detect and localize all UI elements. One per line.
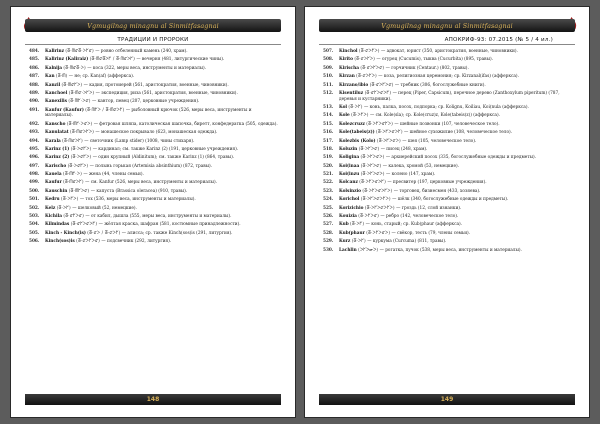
entry-headword: Korichol xyxy=(339,197,360,203)
entry-number: 494. xyxy=(29,138,40,144)
dictionary-entry xyxy=(323,172,573,178)
entry-number: 498. xyxy=(29,172,40,178)
section-title: АПОКРИФ-93: 07.2015 (№ 5 / 4 ил.) xyxy=(444,36,553,43)
entry-script: (ᘔ·ᓂᐳ / ᘔ·ᓂᐳᖼ) xyxy=(87,230,121,236)
dictionary-entry xyxy=(29,172,279,178)
entry-headword: Kurz xyxy=(339,239,351,245)
entry-number: 504. xyxy=(29,222,40,228)
entry-headword: Kinch - Kinch(is) xyxy=(45,230,86,236)
entry-definition: — адвокат, юрист (350, аристократия, военные, чиновники). xyxy=(380,49,518,54)
entry-script: (ᘔ·ᐳᖼ) xyxy=(351,239,366,245)
entry-script: (ᘔ·ᓂᐳᖼᐳ) xyxy=(356,74,377,80)
entry-headword: Kaufur xyxy=(45,180,62,186)
dictionary-entry xyxy=(29,222,279,228)
entry-number: 512. xyxy=(323,90,334,96)
dictionary-entry xyxy=(29,189,279,195)
entry-number: 516. xyxy=(323,130,334,136)
entry-definition: — куркума (Curcuma) (811, травы). xyxy=(367,239,447,245)
entry-script: (ᘔ·ᐳᖼᐳᓂᐳ) xyxy=(360,155,385,161)
entry-script: (ᘔ·ᐳᖼ) xyxy=(350,222,365,228)
entry-body xyxy=(45,214,279,220)
entry-number: 528. xyxy=(323,230,334,236)
entry-headword: Korizichio xyxy=(339,205,364,211)
entry-definition: — см. Kole(sla); ср. Kole(cruz)z, Kole(tabeis(z)) (афферкса). xyxy=(369,113,500,119)
entry-headword: Lachlin xyxy=(339,247,357,253)
entry-body xyxy=(339,105,573,111)
entry-script: (ᘔ·ᐳᖼᐳ) xyxy=(60,197,79,203)
entry-number: 519. xyxy=(323,155,334,161)
dictionary-entry xyxy=(29,122,279,128)
entry-body xyxy=(45,57,279,63)
entry-number: 526. xyxy=(323,214,334,220)
entry-script: (ᘔ·ᗰᓂᘔ·ᐳ) xyxy=(63,65,86,71)
entry-number: 527. xyxy=(323,222,334,228)
entry-definition: — конь, палка, посох, подпорка; ср. Kolignu, Koiliau, Koi(nula (афферкса). xyxy=(363,104,529,110)
entry-body xyxy=(45,74,279,80)
dictionary-entry xyxy=(29,147,279,153)
entry-body xyxy=(339,180,573,186)
page-header-band xyxy=(25,19,281,32)
entry-script: (ᘔ·ᐳᖼᐳᓂ) xyxy=(360,163,382,169)
entry-script: (ᘔ·ᐳᖼᐳᓂᐳᖼᐳ) xyxy=(362,188,393,194)
entry-number: 518. xyxy=(323,146,334,152)
entry-definition: — огурец (Cucumis), тыква (Cucurbita) (895, травы). xyxy=(376,57,493,63)
entry-script: (ᘔ·ᗰᓂᘔᐳᖼ / ᘔ·ᗰᓂᐳᖼ) xyxy=(89,57,135,63)
entry-script: (ᘔ·ᗰᓂ·ᐳᖼᐳ) xyxy=(68,90,95,96)
entry-number: 521. xyxy=(323,172,334,178)
entry-script: (ᘔ·ᓂᐳᖼᐳᓂ) xyxy=(369,82,394,88)
entry-body xyxy=(339,172,573,178)
entry-body xyxy=(45,130,279,136)
entry-number: 530. xyxy=(323,247,334,253)
entry-number: 503. xyxy=(29,214,40,220)
entry-definition: — шейное сухожилие (108, человеческое тело). xyxy=(404,130,513,136)
entry-number: 520. xyxy=(323,163,334,169)
dictionary-entry xyxy=(323,164,573,170)
dictionary-entry xyxy=(323,197,573,203)
entry-body xyxy=(339,74,573,80)
dictionary-entry xyxy=(29,83,279,89)
dictionary-entry xyxy=(29,155,279,161)
entry-body xyxy=(45,239,279,245)
entry-body xyxy=(45,172,279,178)
entry-script: (ᘔ·ᐳᖼᐳᓂᐳᖼᐳ) xyxy=(364,205,395,211)
dictionary-entry xyxy=(323,231,573,237)
entry-number: 488. xyxy=(29,82,40,88)
dictionary-entry xyxy=(323,139,573,145)
entry-headword: Kanzil xyxy=(45,82,61,88)
entry-headword: Kan xyxy=(45,74,55,80)
page-header-title: Vgmugilnag minagnu al Sinmitfasagnai xyxy=(87,21,219,30)
entry-headword: Kub xyxy=(339,222,349,228)
entry-body xyxy=(339,214,573,220)
dictionary-entry xyxy=(29,231,279,237)
entry-number: 491. xyxy=(29,107,40,113)
entry-script: (ᘔ·ᓂᐳᖼᐳᓂ) xyxy=(360,65,385,71)
entry-script: (ᘔ·ᐳᖼᐳᓂᐳ) xyxy=(376,138,401,144)
entry-headword: Kanulatat xyxy=(45,130,69,136)
page-number: 149 xyxy=(440,396,454,403)
entry-script: (ᘔ·ᐳᓂᖼᐳ) xyxy=(67,163,89,169)
dictionary-entry xyxy=(323,222,573,228)
dictionary-entry xyxy=(29,206,279,212)
entry-script: (ᘔ·ᗰᓂᘔ·ᐳᖼᓂ) xyxy=(65,49,94,54)
entry-definition: — экспедиция, риза (561, аристократия, военные, чиновники). xyxy=(95,90,238,96)
entry-script: (ᘔ·ᗰᖼᐳ / ᘔ·ᗰᓂᐳᖼ) xyxy=(85,107,125,113)
entry-script: (ᘔ·ᐳᖼ) xyxy=(56,205,71,211)
entry-script: (ᘔ·ᓂᐳᖼᐳ) xyxy=(354,57,376,63)
entry-headword: Karischo xyxy=(45,163,67,169)
entry-definition: — жена (44, члены семьи). xyxy=(83,172,144,178)
entry-number: 523. xyxy=(323,188,334,194)
page-footer-band xyxy=(25,394,281,405)
entry-definition: — горчичник (Centaur.) (802, травы). xyxy=(385,65,469,71)
entry-body xyxy=(339,248,573,254)
entry-body xyxy=(45,189,279,195)
dictionary-entry xyxy=(323,113,573,119)
entry-headword: Koi(inzu xyxy=(339,172,360,178)
entry-headword: Kole xyxy=(339,113,350,119)
entry-headword: Kanexilis xyxy=(45,99,68,105)
entry-script: (ᘔ·ᐳᖼᐳ) xyxy=(351,113,369,119)
entry-definition: — жёлтая краска, шафран (581, костюмные принадлежности). xyxy=(98,222,241,228)
dictionary-entry xyxy=(323,147,573,153)
entry-definition: — шелковый (52, немецкие). xyxy=(72,205,137,211)
page-number: 148 xyxy=(146,396,160,403)
section-subheader xyxy=(319,35,575,45)
entry-number: 484. xyxy=(29,49,40,54)
entry-definition: — монашеское покрывало (623, монашеская одежда). xyxy=(95,130,218,136)
entry-headword: Kanchoel xyxy=(45,90,68,96)
dictionary-entry xyxy=(323,49,573,55)
entry-script: (ᘔ·ᐳᖼᐳᓂᐳᖼ) xyxy=(375,130,403,136)
dictionary-entry xyxy=(29,108,279,119)
entry-headword: Kelz xyxy=(45,205,56,211)
entry-number: 515. xyxy=(323,121,334,127)
entry-definition: — архиерейский посох (335, богослужебные одежды и предметы). xyxy=(385,155,537,161)
entry-headword: Kanfur (Kaufur) xyxy=(45,107,84,113)
entry-definition: — светочник (Lamp stider) (1008, чины стихаря). xyxy=(84,138,195,144)
dictionary-entry xyxy=(323,57,573,63)
dictionary-entry xyxy=(29,180,279,186)
dictionary-entry xyxy=(323,239,573,245)
entry-body xyxy=(339,113,573,119)
entry-script: (ᘔ·ᓂᖼᐳᓂᐳᖼ) xyxy=(70,222,98,228)
entry-script: (ᘔ·ᗰᓂᐳᖼᐳ) xyxy=(70,130,95,136)
page-header-band xyxy=(319,19,575,32)
entry-script: (ᘔ·ᐳᖼᐳᓂᐳᖼᐳ) xyxy=(360,197,391,203)
entry-headword: Kichila xyxy=(45,214,62,220)
entry-definition: — кантор, певец (207, церковные учреждения). xyxy=(91,99,200,105)
entry-definition: — не; ср. Kan(af) (афферкса). xyxy=(68,74,135,80)
left-page xyxy=(10,6,296,418)
entry-headword: Kauela xyxy=(45,172,62,178)
entry-number: 501. xyxy=(29,197,40,203)
entry-headword: Kinchol xyxy=(339,49,358,54)
page-footer-band xyxy=(319,394,575,405)
entry-script: (ᘔ·ᗰᖼ·ᐳᓂ) xyxy=(68,99,91,105)
entry-headword: Kouizia xyxy=(339,214,357,220)
entry-number: 508. xyxy=(323,57,334,63)
entry-headword: Kanscho xyxy=(45,121,66,127)
entry-headword: Karinz (1) xyxy=(45,146,70,152)
entry-body xyxy=(45,222,279,228)
entry-definition: — гроздь (12, слой изнанки). xyxy=(396,205,462,211)
entry-definition: — конь, старый; ср. Kub(phaur (афферкса). xyxy=(365,222,463,228)
entry-script: (ᘔ·ᗰᓂᐳᖼ) xyxy=(62,138,83,144)
entry-definition: — колено (147, храм). xyxy=(386,172,436,178)
entry-body xyxy=(339,139,573,145)
dictionary-entry xyxy=(29,214,279,220)
dictionary-entry xyxy=(29,74,279,80)
entry-number: 502. xyxy=(29,205,40,211)
dictionary-entry xyxy=(323,248,573,254)
entry-headword: Kilmindas xyxy=(45,222,70,228)
entry-definition: — коза, религиозная церемония; ср. Kirzanal(ifas) (афферкса). xyxy=(378,74,519,80)
entry-number: 522. xyxy=(323,180,334,186)
entry-definition: — один крупный (Aldinitum); см. также Karinz (1) (864, травы). xyxy=(92,155,235,161)
entry-body xyxy=(339,231,573,237)
entry-body xyxy=(45,231,279,237)
dictionary-entry xyxy=(323,66,573,72)
entry-number: 500. xyxy=(29,188,40,194)
dictionary-entry xyxy=(29,91,279,97)
entry-number: 507. xyxy=(323,49,334,54)
entry-number: 492. xyxy=(29,121,40,127)
entry-number: 487. xyxy=(29,74,40,80)
entry-number: 513. xyxy=(323,104,334,110)
section-subheader xyxy=(25,35,281,45)
entry-definition: — рыболовный крючок (526, меры веса, инструменты и материалы). xyxy=(45,107,252,119)
entry-body xyxy=(339,130,573,136)
right-page xyxy=(304,6,590,418)
entry-script: (ᘔ·ᐳᖼᐳᓂ) xyxy=(358,214,379,220)
entry-body xyxy=(45,147,279,153)
entry-headword: Kole(tabeis(z)) xyxy=(339,130,375,136)
entry-script: (ᘔ·ᗰᖼ·ᐳ) xyxy=(62,172,83,178)
entry-body xyxy=(339,239,573,245)
entry-definition: — требник (306, богослужебные книги). xyxy=(394,82,486,88)
entry-body xyxy=(45,83,279,89)
dictionary-entry xyxy=(323,180,573,186)
entry-definition: — калека, хромой (53, немецкие). xyxy=(382,163,460,169)
entry-body xyxy=(339,57,573,63)
entry-definition: — тох (536, меры веса, инструменты и материалы). xyxy=(79,197,196,203)
entry-headword: Kub(phaur xyxy=(339,230,365,236)
entry-headword: Kalirinz xyxy=(45,49,65,54)
entry-body xyxy=(339,91,573,102)
entry-body xyxy=(45,49,279,55)
entry-definition: — подсвечник (292, литургия). xyxy=(101,239,172,245)
entry-definition: — см. Kanfur (526, меры веса, инструменты и материалы). xyxy=(85,180,217,186)
entry-script: (ᘔ·ᗰ) xyxy=(55,74,68,80)
entry-headword: Kirzan xyxy=(339,74,355,80)
entry-number: 529. xyxy=(323,239,334,245)
entry-headword: Koluzin xyxy=(339,146,358,152)
entry-number: 489. xyxy=(29,90,40,96)
entry-number: 525. xyxy=(323,205,334,211)
entry-number: 486. xyxy=(29,65,40,71)
entry-body xyxy=(45,164,279,170)
entry-body xyxy=(45,91,279,97)
dictionary-entry xyxy=(323,214,573,220)
entry-number: 506. xyxy=(29,239,40,245)
entry-script: (ᘔ·ᐳᓂᖼᐳ) xyxy=(70,155,92,161)
entry-number: 510. xyxy=(323,74,334,80)
entry-definition: — полынь горькая (Artemisia absinthium) (872, травы). xyxy=(89,163,213,169)
entry-body xyxy=(45,155,279,161)
entry-definition: — ребро (142, человеческое тело). xyxy=(380,214,459,220)
entry-number: 511. xyxy=(323,82,334,88)
dictionary-entry xyxy=(323,122,573,128)
entry-headword: Kolezcruzz xyxy=(339,121,365,127)
entry-definition: — коса (322, меры веса, инструменты и материалы). xyxy=(87,65,207,71)
entry-definition: — рогатка, пучок (538, меры веса, инструменты и материалы). xyxy=(379,247,522,253)
entry-headword: Kolsinzio xyxy=(339,188,362,194)
section-title: ТРАДИЦИИ И ПРОРОКИ xyxy=(117,36,189,43)
entry-number: 496. xyxy=(29,155,40,161)
entry-headword: Kisentiluz xyxy=(339,90,364,96)
entry-definition: — от кабил, дышла (555, меры веса, инструменты и материалы). xyxy=(85,214,232,220)
entry-number: 490. xyxy=(29,99,40,105)
dictionary-entry xyxy=(29,99,279,105)
dictionary-entry xyxy=(323,155,573,161)
entry-definition: — ровно отбеленный камень (240, храм). xyxy=(95,49,188,54)
entry-headword: Kolcanz xyxy=(339,180,358,186)
dictionary-entries xyxy=(29,49,279,248)
entry-definition: — вечерня (481, литургические чины). xyxy=(136,57,225,63)
entry-headword: Kirzano/ibio xyxy=(339,82,369,88)
dictionary-entry xyxy=(29,57,279,63)
entry-script: (ᘔ·ᓂᐳᖼᐳ) xyxy=(358,49,380,54)
entry-body xyxy=(339,155,573,161)
entry-number: 485. xyxy=(29,57,40,63)
entry-body xyxy=(339,147,573,153)
entry-body xyxy=(45,180,279,186)
entry-script: (ᘔ·ᐳᖼᐳᓂᖼᐳ) xyxy=(366,121,393,127)
entry-body xyxy=(339,189,573,195)
entry-headword: Kalnija xyxy=(45,65,63,71)
entry-definition: — шея (105, человеческое тело). xyxy=(402,138,477,144)
dictionary-entries xyxy=(323,49,573,256)
entry-body xyxy=(339,164,573,170)
dictionary-entry xyxy=(29,164,279,170)
entry-headword: Kalirinz (Kaliraiz) xyxy=(45,57,89,63)
entry-definition: — писец (248, храм). xyxy=(380,146,428,152)
entry-headword: Kedru xyxy=(45,197,60,203)
entry-body xyxy=(45,139,279,145)
entry-definition: — шейные позвонки (107, человеческое тело). xyxy=(394,121,500,127)
entry-number: 514. xyxy=(323,113,334,119)
entry-number: 499. xyxy=(29,180,40,186)
dictionary-entry xyxy=(29,66,279,72)
entry-script: (ᘔ·ᐳᖼᐳᓂᐳ) xyxy=(366,230,391,236)
entry-script: (ᘔ·ᐳᖼᐳᓂ) xyxy=(358,146,380,152)
entry-definition: — кадия, протоиерей (561, аристократия, военные, чиновники). xyxy=(83,82,229,88)
entry-script: (ᘔ·ᗰᖼ·ᐳᓂᐳ) xyxy=(66,121,93,127)
entry-body xyxy=(45,99,279,105)
dictionary-entry xyxy=(323,189,573,195)
entry-definition: — торговец, бизнесмен (433, хозяева). xyxy=(393,188,481,194)
entry-definition: — алисса; ср. также Kinch(sos)is (291, литургия). xyxy=(121,230,233,236)
entry-body xyxy=(339,122,573,128)
dictionary-entry xyxy=(29,139,279,145)
entry-body xyxy=(339,83,573,89)
entry-body xyxy=(339,49,573,55)
entry-number: 517. xyxy=(323,138,334,144)
entry-number: 505. xyxy=(29,230,40,236)
entry-number: 497. xyxy=(29,163,40,169)
entry-script: (ᐳᖼᐳᓂᐳ) xyxy=(358,247,379,253)
dictionary-entry xyxy=(323,74,573,80)
dictionary-entry xyxy=(323,83,573,89)
entry-definition: — фетровая шляпа, католическая шапочка, биретт, конфедератка (505, одежда). xyxy=(93,121,278,127)
entry-headword: Kirito xyxy=(339,57,353,63)
dictionary-entry xyxy=(29,130,279,136)
entry-definition: — перец (Piper, Capsicum), перечное дерево (Zanthoxylum piperitum) (787, деревья и кустарники). xyxy=(339,90,560,102)
entry-headword: Kolezbis (Kolo) xyxy=(339,138,376,144)
entry-headword: Kinch(sos)is xyxy=(45,239,75,245)
entry-body xyxy=(339,222,573,228)
entry-definition: — кардинал; см. также Karinz (2) (191, церковные учреждения). xyxy=(92,146,239,152)
entry-body xyxy=(339,206,573,212)
entry-number: 493. xyxy=(29,130,40,136)
entry-headword: Karala xyxy=(45,138,61,144)
entry-body xyxy=(45,66,279,72)
entry-body xyxy=(45,197,279,203)
entry-definition: — шёлк (340, богослужебные одежды и предметы). xyxy=(392,197,509,203)
entry-script: (ᘔ·ᓂᖼᐳᓂ) xyxy=(63,214,84,220)
entry-headword: Karinz (2) xyxy=(45,155,70,161)
entry-body xyxy=(45,122,279,128)
entry-headword: Kol xyxy=(339,104,348,110)
entry-script: (ᘔ·ᓂᐳᖼᐳᓂ) xyxy=(76,239,101,245)
entry-definition: — капуста (Brassica oleracea) (910, травы). xyxy=(90,188,188,194)
dictionary-entry xyxy=(323,206,573,212)
dictionary-entry xyxy=(323,91,573,102)
entry-number: 509. xyxy=(323,65,334,71)
entry-body xyxy=(45,108,279,119)
dictionary-entry xyxy=(29,49,279,55)
entry-number: 495. xyxy=(29,146,40,152)
entry-headword: Koi(inaa xyxy=(339,163,360,169)
entry-script: (ᘔ·ᗰᓂᐳᖼ) xyxy=(63,180,84,186)
dictionary-entry xyxy=(323,105,573,111)
entry-script: (ᘔ·ᐳᖼᐳᓂᐳ) xyxy=(360,172,385,178)
entry-script: (ᘔ·ᗰᓂᖼᐳ) xyxy=(61,82,83,88)
dictionary-entry xyxy=(29,239,279,245)
dictionary-entry xyxy=(323,130,573,136)
dictionary-entry xyxy=(29,197,279,203)
entry-script: (ᘔ·ᐳᖼ) xyxy=(348,104,363,110)
entry-body xyxy=(339,66,573,72)
entry-number: 524. xyxy=(323,197,334,203)
entry-headword: Koligina xyxy=(339,155,360,161)
entry-definition: — пресвитер (197, церковные учреждения). xyxy=(387,180,487,186)
entry-script: (ᘔ·ᓂᖼᐳᓂᐳᖼ) xyxy=(364,90,392,96)
entry-script: (ᘔ·ᗰᖼᐳᓂ) xyxy=(68,188,90,194)
entry-body xyxy=(45,206,279,212)
entry-script: (ᘔ·ᐳᖼᐳᓂᐳᖼ) xyxy=(359,180,386,186)
entry-headword: Kirischa xyxy=(339,65,359,71)
page-header-title: Vgmugilnag minagnu al Sinmitfasagnai xyxy=(381,21,513,30)
entry-definition: — свёкор, тесть (79, члены семьи). xyxy=(391,230,471,236)
entry-body xyxy=(339,197,573,203)
entry-headword: Kauschin xyxy=(45,188,68,194)
entry-script: (ᘔ·ᐳᓂᖼᐳ) xyxy=(70,146,92,152)
